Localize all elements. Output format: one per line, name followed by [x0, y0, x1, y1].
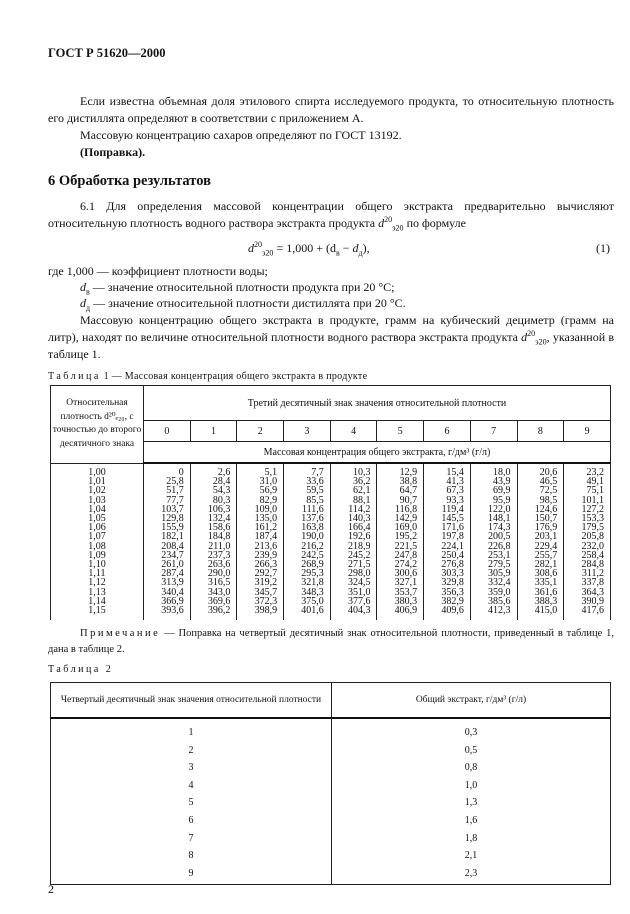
table-row [51, 742, 611, 760]
value-cell: 332,4 [470, 578, 517, 587]
density-cell: 1,12 [51, 578, 144, 587]
value-cell: 62,1 [330, 486, 377, 495]
value-cell: 93,3 [424, 496, 471, 505]
table-row [51, 718, 611, 742]
value-cell: 116,8 [377, 505, 424, 514]
table-row [51, 578, 611, 587]
density-cell: 1,06 [51, 523, 144, 532]
table-row [51, 597, 611, 606]
value-cell: 31,0 [237, 477, 284, 486]
value-cell: 300,6 [377, 569, 424, 578]
value-cell: 398,9 [237, 606, 284, 620]
value-cell: 268,9 [284, 560, 331, 569]
value-cell: 250,4 [424, 551, 471, 560]
table-row [51, 830, 611, 848]
value-cell: 166,4 [330, 523, 377, 532]
extract-cell: 1,3 [332, 794, 611, 812]
digit-cell: 6 [51, 812, 332, 830]
value-cell: 211,0 [190, 542, 237, 551]
table1-caption-text: 1 — Массовая концентрация общего экстракта в продукте [103, 371, 368, 382]
value-cell: 234,7 [144, 551, 191, 560]
value-cell: 348,3 [284, 588, 331, 597]
value-cell: 372,3 [237, 597, 284, 606]
digit-header: 0 [144, 421, 191, 442]
value-cell: 36,2 [330, 477, 377, 486]
value-cell: 106,3 [190, 505, 237, 514]
value-cell: 88,1 [330, 496, 377, 505]
value-cell: 127,2 [564, 505, 611, 514]
section-heading: 6 Обработка результатов [48, 173, 211, 189]
dv-definition-text: — значение относительной плотности продукта при 20 °С; [92, 280, 395, 294]
value-cell: 271,5 [330, 560, 377, 569]
value-cell: 38,8 [377, 477, 424, 486]
value-cell: 356,3 [424, 588, 471, 597]
value-cell: 232,0 [564, 542, 611, 551]
value-cell: 404,3 [330, 606, 377, 620]
value-cell: 137,6 [284, 514, 331, 523]
formula-text: = 1,000 + (d [276, 241, 336, 255]
value-cell: 46,5 [517, 477, 564, 486]
value-cell: 111,6 [284, 505, 331, 514]
digit-cell: 4 [51, 777, 332, 795]
dv-definition: $d_в$ — значение относительной плотности продукта при 20 °С; [80, 280, 395, 297]
value-cell: 69,9 [470, 486, 517, 495]
value-cell: 266,3 [237, 560, 284, 569]
value-cell: 85,5 [284, 496, 331, 505]
value-cell: 132,4 [190, 514, 237, 523]
value-cell: 98,5 [517, 496, 564, 505]
value-cell: 324,5 [330, 578, 377, 587]
digit-header: 5 [377, 421, 424, 442]
density-cell: 1,03 [51, 496, 144, 505]
table-row [51, 569, 611, 578]
value-cell: 224,1 [424, 542, 471, 551]
value-cell: 20,6 [517, 463, 564, 477]
intro-paragraph-1: Если известна объемная доля этилового спирта исследуемого продукта, то относительную плотность его дистиллята определяют в соответствии с приложением А. [48, 94, 614, 125]
note-label: Примечание [80, 628, 161, 639]
digit-cell: 7 [51, 830, 332, 848]
table-row [51, 606, 611, 620]
col2-header: Общий экстракт, г/дм³ (г/л) [332, 683, 611, 719]
value-cell: 80,3 [190, 496, 237, 505]
value-cell: 295,3 [284, 569, 331, 578]
paragraph-6-1-text: 6.1 Для определения массовой концентрации общего экстракта предварительно вычисляют относительную плотность водного раствора экстракта продукта [48, 199, 614, 230]
table-row [51, 496, 611, 505]
value-cell: 412,3 [470, 606, 517, 620]
extract-cell: 0,3 [332, 718, 611, 742]
value-cell: 284,8 [564, 560, 611, 569]
table-row [51, 523, 611, 532]
digit-cell: 9 [51, 865, 332, 885]
value-cell: 161,2 [237, 523, 284, 532]
dd-definition-text: — значение относительной плотности дистиллята при 20 °С. [93, 296, 406, 310]
value-cell: 15,4 [424, 463, 471, 477]
value-cell: 292,7 [237, 569, 284, 578]
unit-header: Массовая концентрация общего экстракта, г/дм³ (г/л) [144, 442, 611, 464]
value-cell: 174,3 [470, 523, 517, 532]
table-row [51, 794, 611, 812]
digit-header: 8 [517, 421, 564, 442]
density-cell: 1,07 [51, 532, 144, 541]
value-cell: 335,1 [517, 578, 564, 587]
value-cell: 237,3 [190, 551, 237, 560]
value-cell: 415,0 [517, 606, 564, 620]
value-cell: 28,4 [190, 477, 237, 486]
extract-cell: 0,8 [332, 759, 611, 777]
value-cell: 361,6 [517, 588, 564, 597]
table-row [51, 588, 611, 597]
value-cell: 242,5 [284, 551, 331, 560]
value-cell: 401,6 [284, 606, 331, 620]
table-row [51, 463, 611, 477]
value-cell: 319,2 [237, 578, 284, 587]
value-cell: 195,2 [377, 532, 424, 541]
value-cell: 390,9 [564, 597, 611, 606]
value-cell: 327,1 [377, 578, 424, 587]
digit-header: 6 [424, 421, 471, 442]
value-cell: 282,1 [517, 560, 564, 569]
value-cell: 122,0 [470, 505, 517, 514]
value-cell: 82,9 [237, 496, 284, 505]
value-cell: 23,2 [564, 463, 611, 477]
group-header: Третий десятичный знак значения относительной плотности [144, 386, 611, 421]
table-row [51, 812, 611, 830]
value-cell: 337,8 [564, 578, 611, 587]
value-cell: 51,7 [144, 486, 191, 495]
value-cell: 54,3 [190, 486, 237, 495]
table-row [51, 777, 611, 795]
value-cell: 190,0 [284, 532, 331, 541]
value-cell: 380,3 [377, 597, 424, 606]
value-cell: 375,0 [284, 597, 331, 606]
density-cell: 1,10 [51, 560, 144, 569]
value-cell: 369,6 [190, 597, 237, 606]
value-cell: 124,6 [517, 505, 564, 514]
digit-cell: 8 [51, 847, 332, 865]
value-cell: 321,8 [284, 578, 331, 587]
table-row [51, 486, 611, 495]
digit-header: 1 [190, 421, 237, 442]
extract-cell: 2,3 [332, 865, 611, 885]
value-cell: 208,4 [144, 542, 191, 551]
value-cell: 359,0 [470, 588, 517, 597]
table-row [51, 532, 611, 541]
value-cell: 187,4 [237, 532, 284, 541]
value-cell: 72,5 [517, 486, 564, 495]
paragraph-extract-text: Массовую концентрацию общего экстракта в продукте, грамм на кубический дециметр (грамм на литр), находят по величине относительной плотности водного раствора экстракта продукта [48, 313, 614, 344]
extract-cell: 1,8 [332, 830, 611, 848]
density-cell: 1,14 [51, 597, 144, 606]
value-cell: 351,0 [330, 588, 377, 597]
intro-paragraph-2: Массовую концентрацию сахаров определяют по ГОСТ 13192. [80, 128, 402, 142]
value-cell: 75,1 [564, 486, 611, 495]
value-cell: 353,7 [377, 588, 424, 597]
value-cell: 41,3 [424, 477, 471, 486]
density-cell: 1,13 [51, 588, 144, 597]
value-cell: 184,8 [190, 532, 237, 541]
value-cell: 109,0 [237, 505, 284, 514]
density-cell: 1,01 [51, 477, 144, 486]
extract-cell: 2,1 [332, 847, 611, 865]
table-extract-concentration [50, 385, 611, 620]
digit-header: 4 [330, 421, 377, 442]
value-cell: 340,4 [144, 588, 191, 597]
extract-cell: 1,6 [332, 812, 611, 830]
digit-header: 3 [284, 421, 331, 442]
value-cell: 182,1 [144, 532, 191, 541]
value-cell: 313,9 [144, 578, 191, 587]
value-cell: 303,3 [424, 569, 471, 578]
value-cell: 119,4 [424, 505, 471, 514]
paragraph-6-1-end: по формуле [406, 216, 466, 230]
value-cell: 213,6 [237, 542, 284, 551]
value-cell: 276,8 [424, 560, 471, 569]
value-cell: 5,1 [237, 463, 284, 477]
density-cell: 1,09 [51, 551, 144, 560]
value-cell: 345,7 [237, 588, 284, 597]
table-note [48, 626, 614, 658]
value-cell: 103,7 [144, 505, 191, 514]
page-number: 2 [48, 882, 54, 896]
value-cell: 205,8 [564, 532, 611, 541]
value-cell: 12,9 [377, 463, 424, 477]
value-cell: 290,0 [190, 569, 237, 578]
density-cell: 1,15 [51, 606, 144, 620]
value-cell: 226,8 [470, 542, 517, 551]
value-cell: 253,1 [470, 551, 517, 560]
formula-number: (1) [596, 241, 610, 255]
value-cell: 56,9 [237, 486, 284, 495]
value-cell: 382,9 [424, 597, 471, 606]
value-cell: 176,9 [517, 523, 564, 532]
value-cell: 158,6 [190, 523, 237, 532]
col1-header: Четвертый десятичный знак значения относительной плотности [51, 683, 332, 719]
table-row [51, 560, 611, 569]
value-cell: 49,1 [564, 477, 611, 486]
value-cell: 135,0 [237, 514, 284, 523]
table-row [51, 542, 611, 551]
value-cell: 140,3 [330, 514, 377, 523]
value-cell: 67,3 [424, 486, 471, 495]
paragraph-6-1: 6.1 Для определения массовой концентрации общего экстракта предварительно вычисляют относительную плотность водного раствора экстракта продукта $d^{20}_{э20}$ по формуле [48, 199, 614, 233]
value-cell: 239,9 [237, 551, 284, 560]
density-cell: 1,08 [51, 542, 144, 551]
value-cell: 279,5 [470, 560, 517, 569]
value-cell: 274,2 [377, 560, 424, 569]
value-cell: 316,5 [190, 578, 237, 587]
value-cell: 142,9 [377, 514, 424, 523]
table-row [51, 847, 611, 865]
digit-cell: 3 [51, 759, 332, 777]
density-cell: 1,05 [51, 514, 144, 523]
digit-cell: 2 [51, 742, 332, 760]
value-cell: 18,0 [470, 463, 517, 477]
value-cell: 229,4 [517, 542, 564, 551]
where-line: где 1,000 — коэффициент плотности воды; [48, 264, 268, 278]
value-cell: 150,7 [517, 514, 564, 523]
extract-cell: 1,0 [332, 777, 611, 795]
value-cell: 64,7 [377, 486, 424, 495]
table-row [51, 759, 611, 777]
note-text: — Поправка на четвертый десятичный знак относительной плотности, приведенный в таблице 1, дана в таблице 2. [48, 628, 614, 655]
paragraph-extract: Массовую концентрацию общего экстракта в продукте, грамм на кубический дециметр (грамм на литр), находят по величине относительной плотности водного раствора экстракта продукта $d^{20}_{э20}$, указанной в таблице 1. [48, 313, 614, 361]
value-cell: 145,5 [424, 514, 471, 523]
value-cell: 33,6 [284, 477, 331, 486]
table-fourth-digit-correction [50, 682, 611, 885]
density-cell: 1,04 [51, 505, 144, 514]
value-cell: 255,7 [517, 551, 564, 560]
value-cell: 245,2 [330, 551, 377, 560]
value-cell: 287,4 [144, 569, 191, 578]
value-cell: 101,1 [564, 496, 611, 505]
value-cell: 59,5 [284, 486, 331, 495]
value-cell: 258,4 [564, 551, 611, 560]
value-cell: 329,8 [424, 578, 471, 587]
value-cell: 263,6 [190, 560, 237, 569]
amendment-note: (Поправка). [80, 145, 146, 159]
value-cell: 43,9 [470, 477, 517, 486]
value-cell: 216,2 [284, 542, 331, 551]
value-cell: 95,9 [470, 496, 517, 505]
value-cell: 129,8 [144, 514, 191, 523]
value-cell: 308,6 [517, 569, 564, 578]
dd-definition: $d_д$ — значение относительной плотности дистиллята при 20 °С. [80, 296, 406, 313]
value-cell: 163,8 [284, 523, 331, 532]
value-cell: 298,0 [330, 569, 377, 578]
value-cell: 343,0 [190, 588, 237, 597]
value-cell: 200,5 [470, 532, 517, 541]
value-cell: 0 [144, 463, 191, 477]
digit-cell: 1 [51, 718, 332, 742]
value-cell: 192,6 [330, 532, 377, 541]
density-cell: 1,00 [51, 463, 144, 477]
table-row [51, 505, 611, 514]
table2-caption: Таблица 2 [48, 664, 114, 675]
value-cell: 148,1 [470, 514, 517, 523]
value-cell: 388,3 [517, 597, 564, 606]
value-cell: 114,2 [330, 505, 377, 514]
value-cell: 171,6 [424, 523, 471, 532]
value-cell: 25,8 [144, 477, 191, 486]
value-cell: 311,2 [564, 569, 611, 578]
value-cell: 155,9 [144, 523, 191, 532]
table-row [51, 551, 611, 560]
value-cell: 221,5 [377, 542, 424, 551]
formula: $d^{20}_{э20} = 1,000 + (d_в - d_д)$, [248, 240, 370, 258]
table-row [51, 477, 611, 486]
digit-header: 2 [237, 421, 284, 442]
value-cell: 203,1 [517, 532, 564, 541]
table1-caption [48, 371, 367, 382]
density-cell: 1,02 [51, 486, 144, 495]
value-cell: 10,3 [330, 463, 377, 477]
value-cell: 77,7 [144, 496, 191, 505]
value-cell: 179,5 [564, 523, 611, 532]
value-cell: 417,6 [564, 606, 611, 620]
table-row [51, 865, 611, 885]
value-cell: 90,7 [377, 496, 424, 505]
digit-header: 9 [564, 421, 611, 442]
value-cell: 364,3 [564, 588, 611, 597]
value-cell: 153,3 [564, 514, 611, 523]
value-cell: 366,9 [144, 597, 191, 606]
value-cell: 7,7 [284, 463, 331, 477]
value-cell: 2,6 [190, 463, 237, 477]
value-cell: 305,9 [470, 569, 517, 578]
digit-cell: 5 [51, 794, 332, 812]
row-header: Относительная плотность d²⁰ₑ₂₀, с точностью до второго десятичного знака [51, 386, 144, 464]
digit-header: 7 [470, 421, 517, 442]
value-cell: 377,6 [330, 597, 377, 606]
value-cell: 385,6 [470, 597, 517, 606]
table1-caption-label: Таблица [48, 371, 101, 382]
value-cell: 396,2 [190, 606, 237, 620]
value-cell: 218,9 [330, 542, 377, 551]
document-header: ГОСТ Р 51620—2000 [48, 46, 166, 60]
density-cell: 1,11 [51, 569, 144, 578]
value-cell: 406,9 [377, 606, 424, 620]
value-cell: 409,6 [424, 606, 471, 620]
extract-cell: 0,5 [332, 742, 611, 760]
paragraph-extract-end: , указанной в таблице 1. [48, 330, 614, 361]
value-cell: 197,8 [424, 532, 471, 541]
value-cell: 169,0 [377, 523, 424, 532]
value-cell: 261,0 [144, 560, 191, 569]
value-cell: 393,6 [144, 606, 191, 620]
table-row [51, 514, 611, 523]
value-cell: 247,8 [377, 551, 424, 560]
